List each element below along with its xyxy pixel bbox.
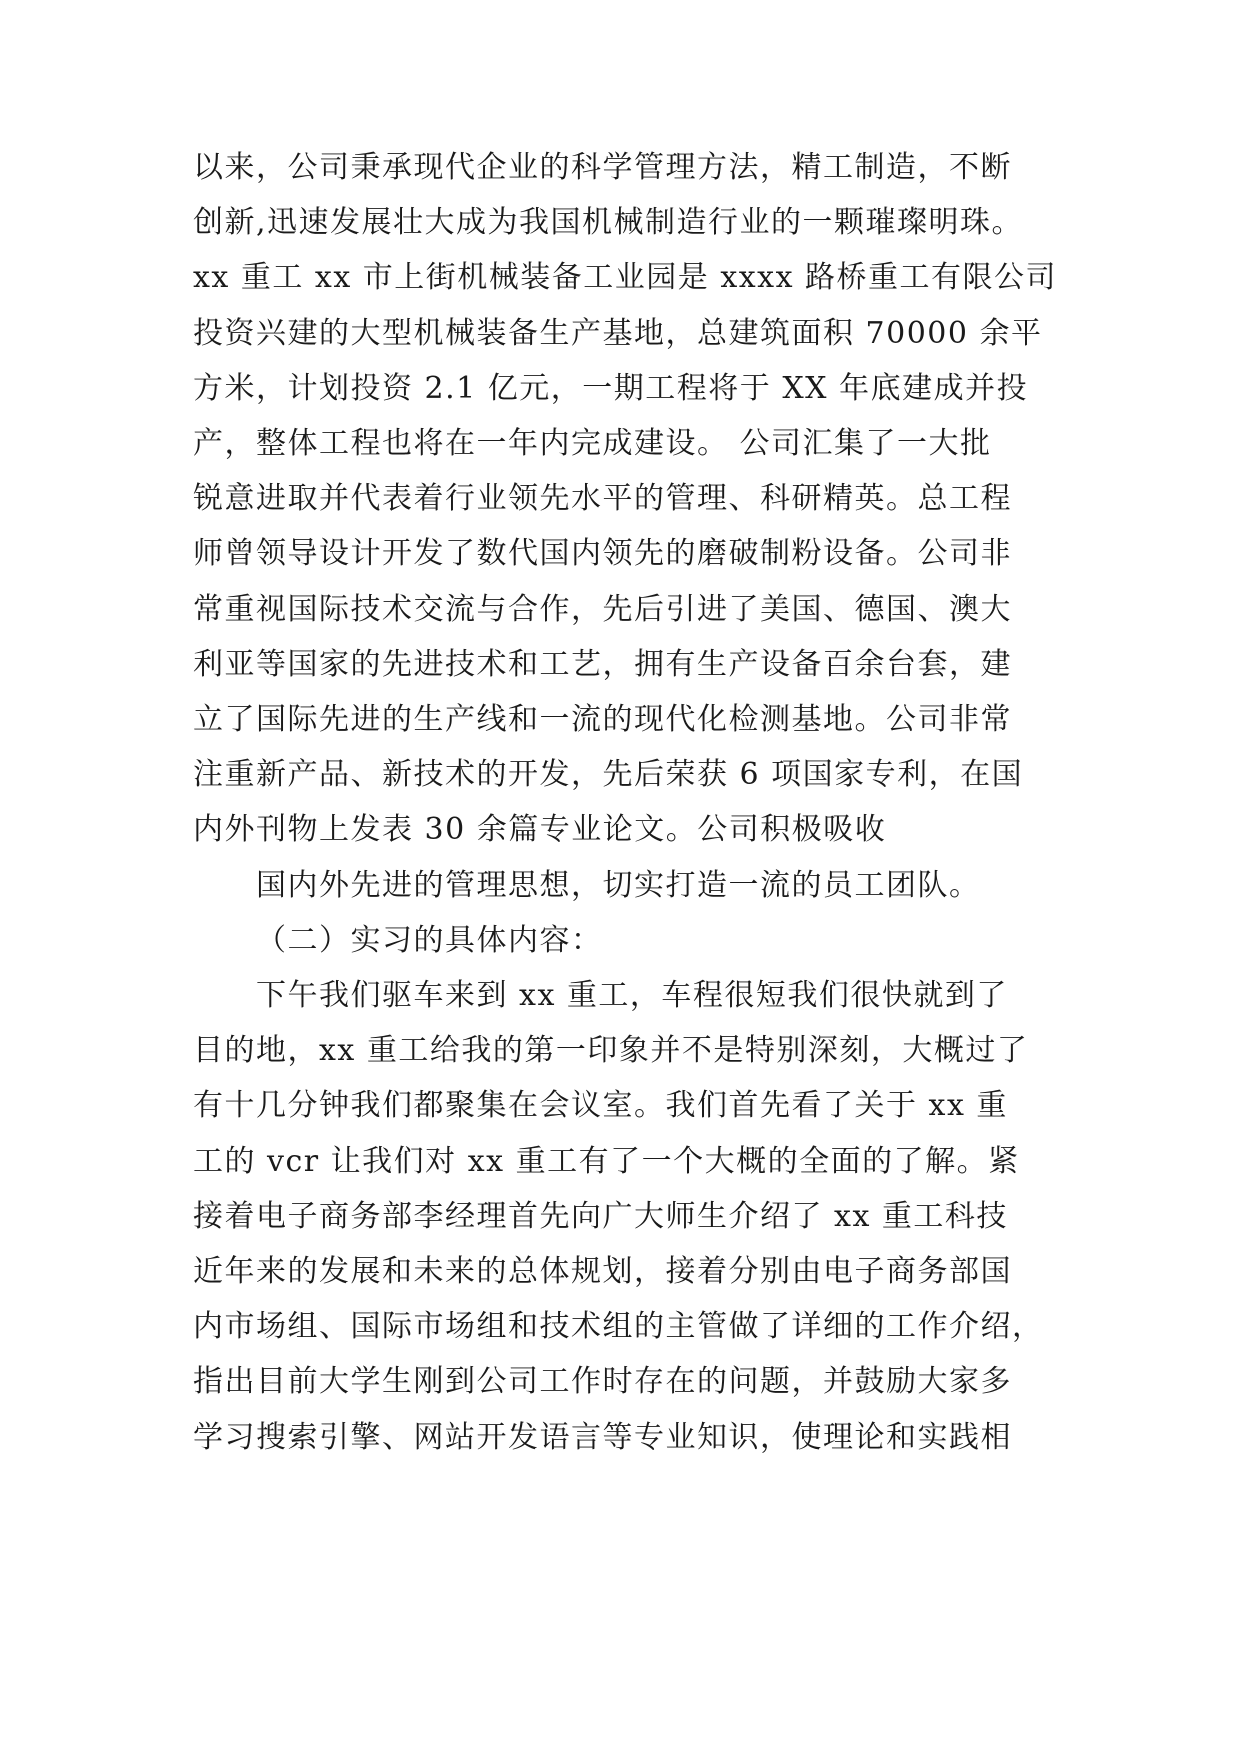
text-line: 内市场组、国际市场组和技术组的主管做了详细的工作介绍， — [193, 1309, 1044, 1344]
text-line: 注重新产品、新技术的开发，先后荣获 6 项国家专利，在国 — [193, 757, 1024, 792]
paragraph-line: 国内外先进的管理思想，切实打造一流的员工团队。 — [256, 868, 981, 903]
section-heading: （二）实习的具体内容： — [256, 923, 603, 958]
text-line: 产，整体工程也将在一年内完成建设。 公司汇集了一大批 — [193, 426, 992, 461]
text-line: 常重视国际技术交流与合作，先后引进了美国、德国、澳大 — [193, 592, 1012, 627]
text-line: 以来，公司秉承现代企业的科学管理方法，精工制造，不断 — [193, 150, 1012, 185]
text-line: 利亚等国家的先进技术和工艺，拥有生产设备百余台套，建 — [193, 647, 1012, 682]
text-line: 师曾领导设计开发了数代国内领先的磨破制粉设备。公司非 — [193, 536, 1012, 571]
text-line: xx 重工 xx 市上街机械装备工业园是 xxxx 路桥重工有限公司 — [193, 260, 1058, 295]
text-line: 立了国际先进的生产线和一流的现代化检测基地。公司非常 — [193, 702, 1012, 737]
text-line: 目的地，xx 重工给我的第一印象并不是特别深刻，大概过了 — [193, 1033, 1029, 1068]
text-line: 工的 vcr 让我们对 xx 重工有了一个大概的全面的了解。紧 — [193, 1144, 1020, 1179]
text-line: 锐意进取并代表着行业领先水平的管理、科研精英。总工程 — [193, 481, 1012, 516]
text-line: 学习搜索引擎、网站开发语言等专业知识，使理论和实践相 — [193, 1420, 1012, 1455]
text-line: 方米，计划投资 2.1 亿元，一期工程将于 XX 年底建成并投 — [193, 371, 1029, 406]
text-line: 创新,迅速发展壮大成为我国机械制造行业的一颗璀璨明珠。 — [193, 205, 1024, 240]
text-line: 近年来的发展和未来的总体规划，接着分别由电子商务部国 — [193, 1254, 1012, 1289]
text-line: 指出目前大学生刚到公司工作时存在的问题，并鼓励大家多 — [193, 1364, 1012, 1399]
paragraph-line: 下午我们驱车来到 xx 重工，车程很短我们很快就到了 — [256, 978, 1008, 1013]
text-line: 投资兴建的大型机械装备生产基地，总建筑面积 70000 余平 — [193, 316, 1043, 351]
text-line: 有十几分钟我们都聚集在会议室。我们首先看了关于 xx 重 — [193, 1088, 1008, 1123]
text-line: 内外刊物上发表 30 余篇专业论文。公司积极吸收 — [193, 812, 887, 847]
text-line: 接着电子商务部李经理首先向广大师生介绍了 xx 重工科技 — [193, 1199, 1008, 1234]
